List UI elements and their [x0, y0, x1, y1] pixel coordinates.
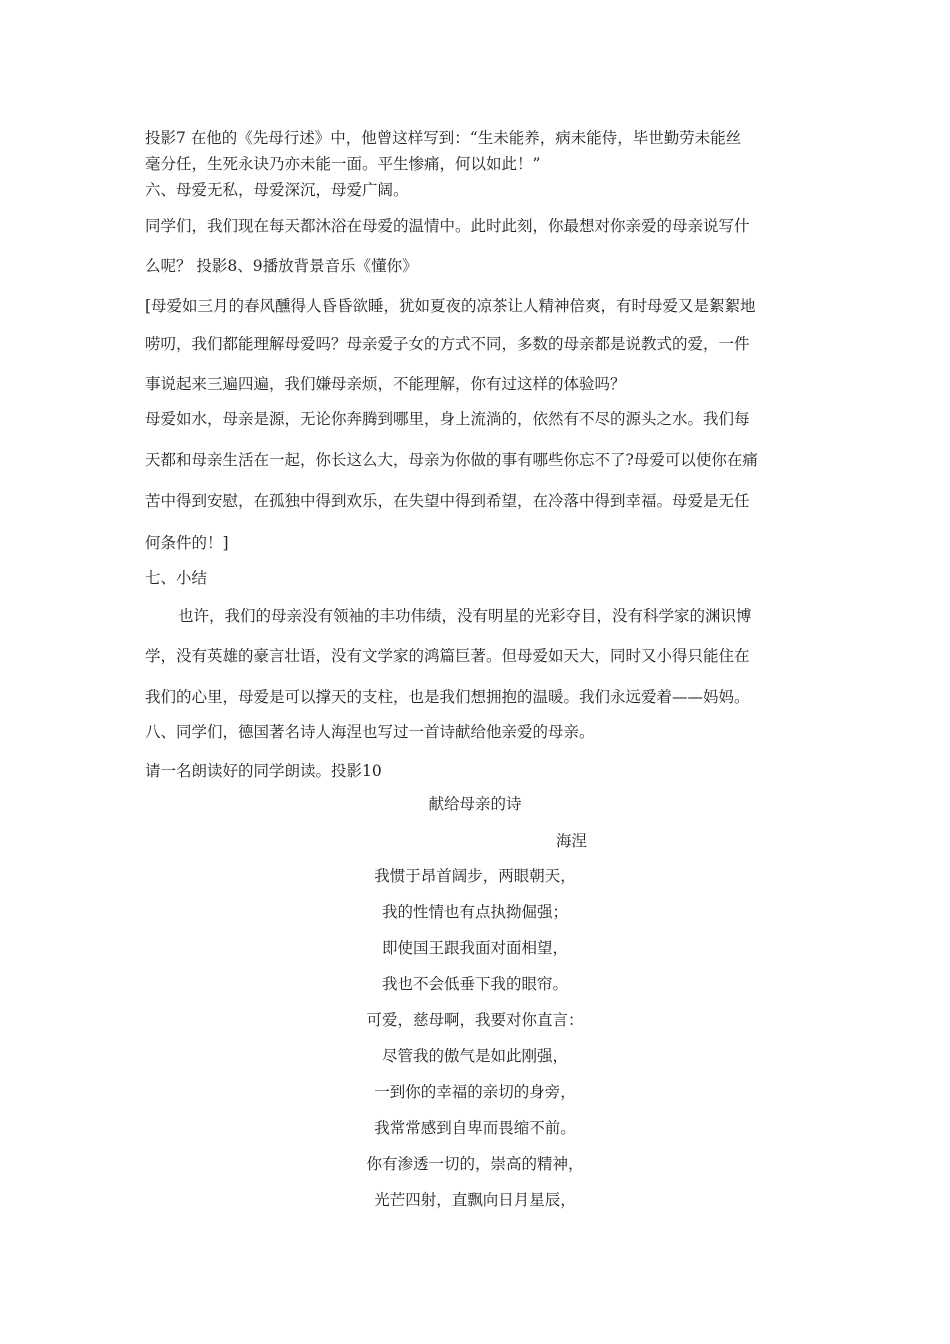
poem-line: 我常常感到自卑而畏缩不前。: [374, 1119, 576, 1137]
paragraph-line: 唠叨，我们都能理解母爱吗？母亲爱子女的方式不同，多数的母亲都是说教式的爱，一件: [145, 335, 750, 353]
paragraph-line: 学，没有英雄的豪言壮语，没有文学家的鸿篇巨著。但母爱如天大，同时又小得只能住在: [145, 647, 750, 665]
paragraph-line: 何条件的！]: [145, 534, 229, 552]
paragraph-line: 同学们，我们现在每天都沐浴在母爱的温情中。此时此刻，你最想对你亲爱的母亲说写什: [145, 217, 750, 235]
section-heading-6: 六、母爱无私，母爱深沉，母爱广阔。: [145, 181, 409, 199]
paragraph-line: 请一名朗读好的同学朗读。投影10: [145, 762, 382, 780]
paragraph-line: 么呢？ 投影8、9播放背景音乐《懂你》: [145, 257, 418, 275]
poem-author: 海涅: [556, 832, 588, 850]
paragraph-line: 苦中得到安慰，在孤独中得到欢乐，在失望中得到希望，在冷落中得到幸福。母爱是无任: [145, 492, 750, 510]
poem-line: 可爱，慈母啊，我要对你直言：: [366, 1011, 584, 1029]
section-heading-8: 八、同学们，德国著名诗人海涅也写过一首诗献给他亲爱的母亲。: [145, 723, 595, 741]
paragraph-line: [母爱如三月的春风醺得人昏昏欲睡，犹如夏夜的凉茶让人精神倍爽，有时母爱又是絮絮地: [145, 297, 756, 315]
paragraph-line: 天都和母亲生活在一起，你长这么大，母亲为你做的事有哪些你忘不了?母爱可以使你在痛: [145, 451, 758, 469]
paragraph-line: 母爱如水，母亲是源，无论你奔腾到哪里，身上流淌的，依然有不尽的源头之水。我们每: [145, 410, 750, 428]
paragraph-line: 我们的心里，母爱是可以撑天的支柱，也是我们想拥抱的温暖。我们永远爱着——妈妈。: [145, 688, 750, 706]
paragraph-line: 投影7 在他的《先母行述》中，他曾这样写到：“生未能养，病未能侍，毕世勤劳未能丝: [145, 129, 742, 147]
paragraph-line: 毫分任，生死永诀乃亦未能一面。平生惨痛，何以如此！”: [145, 155, 541, 173]
poem-line: 我的性情也有点执拗倔强；: [381, 903, 568, 921]
poem-title: 献给母亲的诗: [428, 795, 522, 813]
poem-line: 尽管我的傲气是如此刚强，: [381, 1047, 568, 1065]
poem-line: 你有渗透一切的，崇高的精神，: [366, 1155, 584, 1173]
poem-line: 我惯于昂首阔步，两眼朝天，: [374, 867, 576, 885]
section-heading-7: 七、小结: [145, 569, 208, 587]
poem-line: 我也不会低垂下我的眼帘。: [381, 975, 568, 993]
paragraph-line: 事说起来三遍四遍，我们嫌母亲烦，不能理解，你有过这样的体验吗？: [145, 375, 626, 393]
poem-line: 即使国王跟我面对面相望，: [381, 939, 568, 957]
poem-line: 光芒四射，直飘向日月星辰，: [374, 1191, 576, 1209]
poem-line: 一到你的幸福的亲切的身旁，: [374, 1083, 576, 1101]
paragraph-line: 也许，我们的母亲没有领袖的丰功伟绩，没有明星的光彩夺目，没有科学家的渊识博: [178, 607, 752, 625]
